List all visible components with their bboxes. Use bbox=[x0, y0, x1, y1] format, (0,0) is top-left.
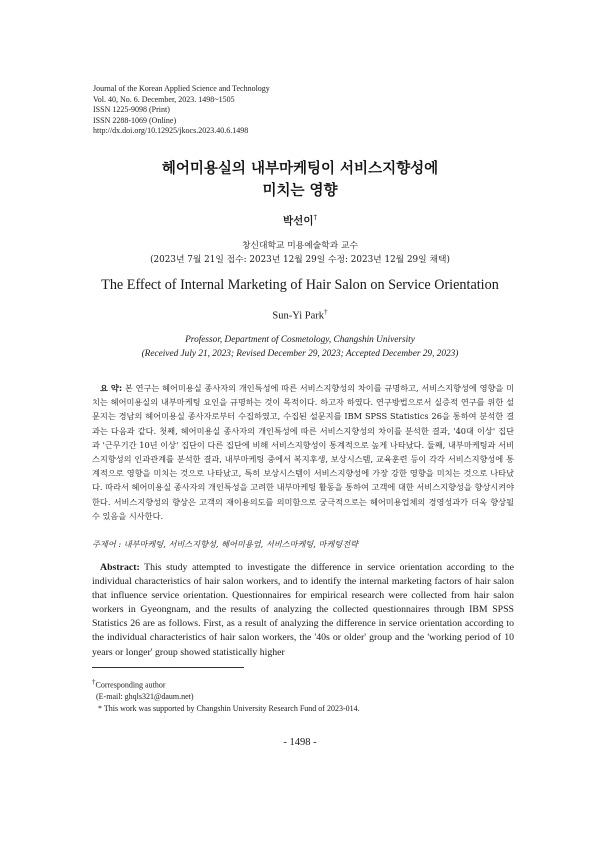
affiliation-korean-dates: (2023년 7월 21일 접수: 2023년 12월 29일 수정: 2023년 12월 29일 채택) bbox=[150, 254, 450, 265]
author-english-name: Sun-Yi Park bbox=[272, 310, 325, 322]
affiliation-english-dates: (Received July 21, 2023; Revised December 29, 2023; Accepted December 29, 2023) bbox=[141, 349, 459, 359]
abstract-korean bbox=[92, 381, 514, 523]
affiliation-english-line-1: Professor, Department of Cosmetology, Changshin University bbox=[185, 335, 415, 345]
journal-volume: Vol. 40, No. 6. December, 2023. 1498~1505 bbox=[93, 94, 235, 104]
corresponding-mark: † bbox=[313, 213, 317, 222]
corresponding-mark-english: † bbox=[324, 308, 328, 316]
issn-print: ISSN 1225-9098 (Print) bbox=[93, 105, 170, 114]
abstract-korean-text: 본 연구는 헤어미용실 종사자의 개인특성에 따른 서비스지향성의 차이를 규명하고, 서비스지향성에 영향을 미치는 헤어미용실의 내부마케팅 요인을 규명하는 것이 목적이다. 하고자 하였다. 연구방법으로서 실증적 연구를 위한 설문지는 경남의 헤어미용실 종사자로부터 수집하였고, 수집된 설문지를 IBM SPSS Statistics 26을 통하여 분석한 결과는 다음과 같다. 첫째, 헤어미용실 종사자의 개인특성에 따른 서비스지향성의 차이를 분석한 결과, '40대 이상' 집단과 '근무기간 10년 이상' 집단이 다른 집단에 비해 서비스지향성이 통계적으로 높게 나타났다. 둘째, 내부마케팅과 서비스지향성의 인과관계를 분석한 결과, 내부마케팅 중에서 복지후생, 보상시스템, 교육훈련 등이 각각 서비스지향성에 통계적으로 영향을 미치는 것으로 나타났고, 특히 보상시스템이 서비스지향성에 가장 강한 영향을 미치는 것으로 나타났다. 따라서 헤어미용실 종사자의 개인특성을 고려한 내부마케팅 활동을 통하여 고객에 대한 서비스지향성을 향상시켜야 한다. 서비스지향성의 향상은 고객의 재이용의도를 의미함으로 궁극적으로는 헤어미용업체의 경영성과가 더욱 향상될 수 있음을 시사한다. bbox=[92, 383, 514, 521]
journal-name: Journal of the Korean Applied Science and Technology bbox=[93, 84, 270, 93]
affiliation-korean bbox=[0, 240, 600, 267]
footnote-divider bbox=[92, 667, 244, 668]
abstract-english-label: Abstract: bbox=[100, 562, 140, 573]
title-korean bbox=[0, 158, 600, 202]
abstract-korean-label: 요 약: bbox=[100, 383, 123, 393]
issn-online: ISSN 2288-1069 (Online) bbox=[93, 115, 177, 125]
affiliation-korean-line-1: 창신대학교 미용예술학과 교수 bbox=[241, 241, 359, 251]
footnote-email: (E-mail: ghqls321@daum.net) bbox=[96, 692, 194, 702]
title-korean-line-1: 헤어미용실의 내부마케팅이 서비스지향성에 bbox=[161, 161, 439, 177]
footnote-funding: * This work was supported by Changshin University Research Fund of 2023-014. bbox=[98, 703, 360, 713]
journal-header bbox=[93, 84, 270, 137]
author-korean bbox=[0, 213, 600, 228]
abstract-english-text: This study attempted to investigate the difference in service orientation according to the individual characteristics of hair salon workers, and to identify the internal marketing factors of hair salon that influence service orientation. Questionnaires for empirical research were collected from hair salon workers in Gyeongnam, and the results of analyzing the collected questionnaires through IBM SPSS Statistics 26 are as follows. First, as a result of analyzing the difference in service orientation according to the individual characteristics of hair salon workers, the '40s or older' group and the 'working period of 10 years or longer' group showed statistically higher bbox=[92, 562, 515, 658]
title-korean-line-2: 미치는 영향 bbox=[262, 183, 338, 199]
footnote-corresponding bbox=[92, 677, 360, 691]
keywords-korean: 주제어 : 내부마케팅, 서비스지향성, 헤어미용업, 서비스마케팅, 마케팅전략 bbox=[92, 539, 359, 549]
affiliation-english bbox=[0, 333, 600, 361]
footnotes bbox=[92, 677, 360, 714]
page-number: - 1498 - bbox=[283, 737, 317, 748]
doi-link[interactable]: http://dx.doi.org/10.12925/jkocs.2023.40.6.1498 bbox=[93, 126, 249, 135]
author-english bbox=[0, 308, 600, 322]
footnote-corresponding-text: Corresponding author bbox=[95, 680, 166, 690]
author-korean-name: 박선이 bbox=[283, 215, 314, 227]
abstract-english bbox=[92, 561, 514, 660]
title-english: The Effect of Internal Marketing of Hair Salon on Service Orientation bbox=[101, 277, 499, 293]
footnote-mark: † bbox=[92, 678, 96, 686]
